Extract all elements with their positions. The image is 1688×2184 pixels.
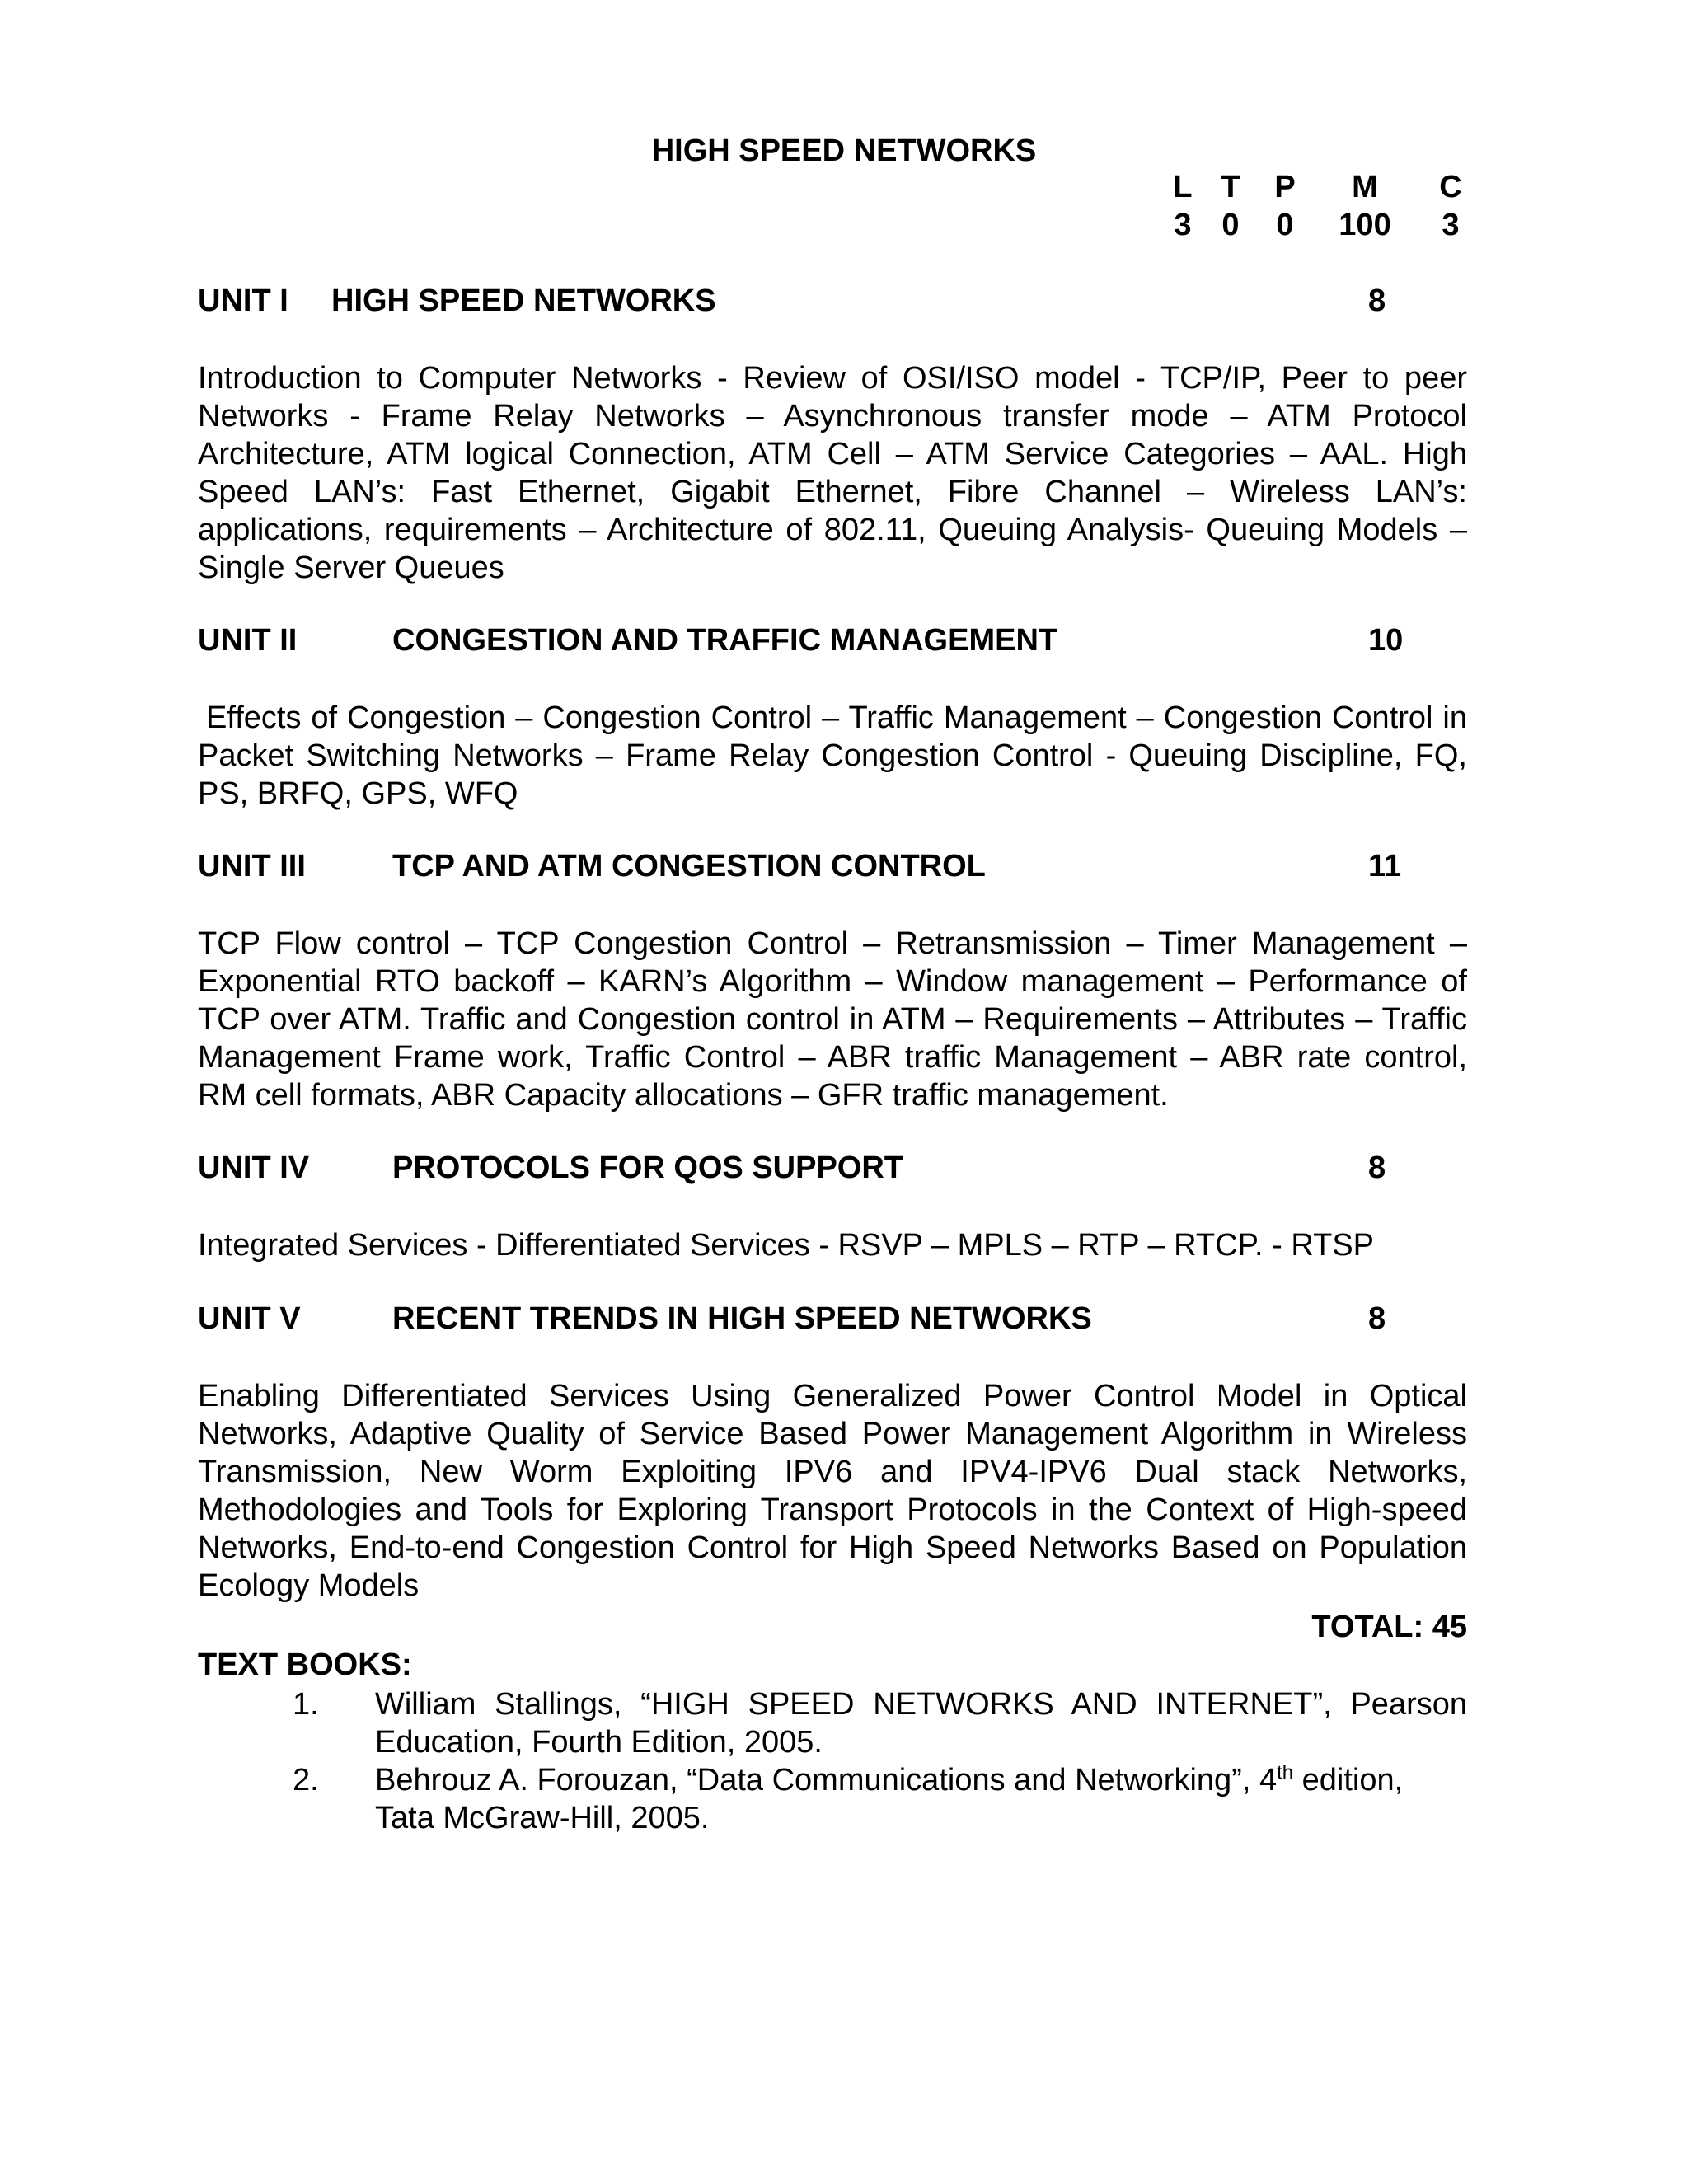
unit-2-hours: 10: [1368, 623, 1404, 658]
text-book-superscript: th: [1277, 1761, 1294, 1784]
unit-5-title: RECENT TRENDS IN HIGH SPEED NETWORKS: [392, 1301, 1092, 1336]
unit-1-title: HIGH SPEED NETWORKS: [331, 284, 716, 318]
total-hours: TOTAL: 45: [1311, 1610, 1467, 1644]
credits-header-p: P: [1274, 170, 1296, 204]
unit-5-number: UNIT V: [198, 1301, 301, 1336]
unit-4-content: Integrated Services - Differentiated Services - RSVP – MPLS – RTP – RTCP. - RTSP: [198, 1228, 1375, 1263]
unit-2-heading: [198, 623, 1467, 661]
page-title: HIGH SPEED NETWORKS: [651, 134, 1037, 168]
credits-value-p: 0: [1276, 208, 1294, 242]
unit-1-content: Introduction to Computer Networks - Review of OSI/ISO model - TCP/IP, Peer to peer Networks - Frame Relay Networks – Asynchronous transfer mode – ATM Protocol Architecture, ATM logical Connection, ATM Cell – ATM Service Categories – AAL. High Speed LAN’s: Fast Ethernet, Gigabit Ethernet, Fibre Channel – Wireless LAN’s: applications, requirements – Architecture of 802.11, Queuing Analysis- Queuing Models – Single Server Queues: [198, 361, 1467, 585]
credits-value-m: 100: [1339, 208, 1391, 242]
text-book-text: [375, 1761, 1467, 1837]
credits-header-m: M: [1352, 170, 1378, 204]
unit-3-content: TCP Flow control – TCP Congestion Control – Retransmission – Timer Management – Exponential RTO backoff – KARN’s Algorithm – Window management – Performance of TCP over ATM. Traffic and Congestion control in ATM – Requirements – Attributes – Traffic Management Frame work, Traffic Control – ABR traffic Management – ABR rate control, RM cell formats, ABR Capacity allocations – GFR traffic management.: [198, 926, 1467, 1113]
credits-value-l: 3: [1174, 208, 1192, 242]
text-book-number: 2.: [293, 1763, 319, 1797]
credits-value-t: 0: [1221, 208, 1240, 242]
unit-1-number: UNIT I: [198, 284, 288, 318]
unit-5-hours: 8: [1368, 1301, 1386, 1336]
credits-value-c: 3: [1442, 208, 1460, 242]
text-book-item: [293, 1685, 1467, 1761]
unit-3-number: UNIT III: [198, 849, 306, 883]
unit-4-number: UNIT IV: [198, 1151, 310, 1185]
credits-value-row: [1162, 208, 1484, 246]
text-books-heading: TEXT BOOKS:: [198, 1647, 412, 1682]
credits-table: [1162, 170, 1484, 246]
text-book-item: [293, 1761, 1467, 1837]
unit-2-content: Effects of Congestion – Congestion Control – Traffic Management – Congestion Control in Packet Switching Networks – Frame Relay Congestion Control - Queuing Discipline, FQ, PS, BRFQ, GPS, WFQ: [198, 701, 1467, 811]
unit-5-heading: [198, 1301, 1467, 1339]
unit-3-heading: [198, 849, 1467, 887]
text-book-text-rest: edition, Tata McGraw-Hill, 2005.: [375, 1763, 1404, 1835]
unit-4-heading: [198, 1151, 1467, 1188]
unit-5-content: Enabling Differentiated Services Using Generalized Power Control Model in Optical Networks, Adaptive Quality of Service Based Power Management Algorithm in Wireless Transmission, New Worm Exploiting IPV6 and IPV4-IPV6 Dual stack Networks, Methodologies and Tools for Exploring Transport Protocols in the Context of High-speed Networks, End-to-end Congestion Control for High Speed Networks Based on Population Ecology Models: [198, 1379, 1467, 1603]
unit-2-number: UNIT II: [198, 623, 298, 658]
text-book-text: William Stallings, “HIGH SPEED NETWORKS AND INTERNET”, Pearson Education, Fourth Edition, 2005.: [375, 1687, 1467, 1760]
unit-3-hours: 11: [1368, 849, 1402, 883]
unit-4-title: PROTOCOLS FOR QOS SUPPORT: [392, 1151, 904, 1185]
unit-4-hours: 8: [1368, 1151, 1386, 1185]
unit-2-title: CONGESTION AND TRAFFIC MANAGEMENT: [392, 623, 1058, 658]
unit-1-heading: [198, 284, 1467, 321]
credits-header-t: T: [1221, 170, 1240, 204]
unit-1-hours: 8: [1368, 284, 1386, 318]
text-book-number: 1.: [293, 1687, 319, 1722]
text-book-text-main: Behrouz A. Forouzan, “Data Communications and Networking”, 4: [375, 1763, 1278, 1797]
credits-header-row: [1162, 170, 1484, 208]
unit-3-title: TCP AND ATM CONGESTION CONTROL: [392, 849, 986, 883]
credits-header-l: L: [1173, 170, 1193, 204]
credits-header-c: C: [1439, 170, 1462, 204]
